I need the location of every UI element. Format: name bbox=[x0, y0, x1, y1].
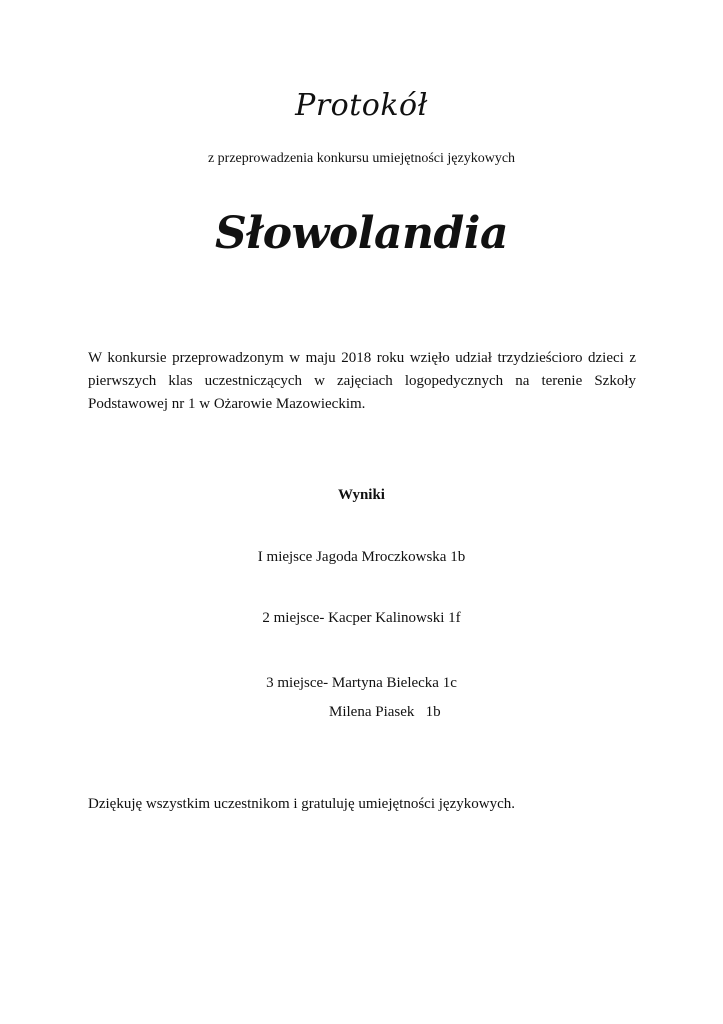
contest-name: Słowolandia bbox=[215, 208, 508, 259]
result-first-place: I miejsce Jagoda Mroczkowska 1b bbox=[257, 549, 466, 565]
document-title: Protokół bbox=[295, 88, 428, 123]
result-second-place: 2 miejsce- Kacper Kalinowski 1f bbox=[262, 610, 461, 626]
thanks-paragraph: Dziękuję wszystkim uczestnikom i gratuluję umiejętności językowych. bbox=[88, 796, 515, 812]
intro-paragraph: W konkursie przeprowadzonym w maju 2018 roku wzięło udział trzydzieścioro dzieci z pierwszych klas uczestniczących w zajęciach logopedycznych na terenie Szkoły Podstawowej nr 1 w Ożarowie Mazowieckim. bbox=[88, 350, 636, 412]
results-heading: Wyniki bbox=[338, 487, 385, 503]
document-subtitle: z przeprowadzenia konkursu umiejętności językowych bbox=[207, 151, 516, 166]
result-third-place-shared: Milena Piasek 1b bbox=[329, 704, 441, 720]
result-third-place: 3 miejsce- Martyna Bielecka 1c bbox=[266, 675, 457, 691]
